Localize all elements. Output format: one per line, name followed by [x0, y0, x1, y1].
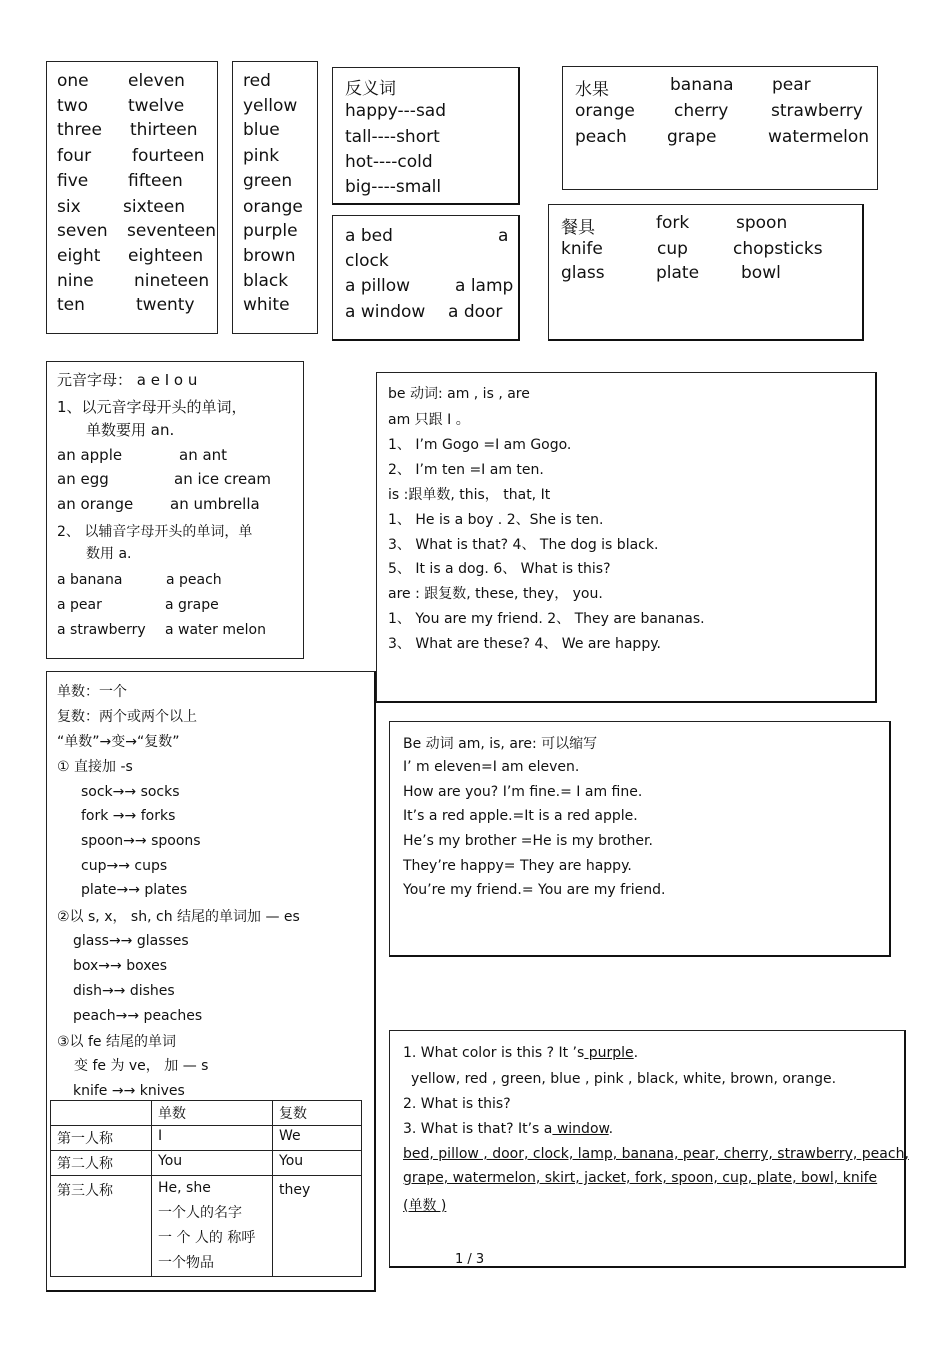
- question-1: [403, 1045, 638, 1061]
- vowels-rule-2: 2、 以辅音字母开头的单词，单: [57, 524, 253, 540]
- table-cell: 第一人称: [51, 1126, 152, 1151]
- be-verb-line: 3、 What are these? 4、 We are happy.: [388, 636, 661, 652]
- tableware-item: fork: [656, 213, 690, 233]
- be-verb-line: 2、 I’m ten =I am ten.: [388, 462, 544, 478]
- tableware-item: plate: [656, 263, 700, 283]
- color-word: pink: [243, 146, 280, 166]
- table-cell: [152, 1176, 273, 1277]
- object-pillow: a pillow: [345, 276, 411, 296]
- antonym-pair: happy---sad: [345, 101, 447, 121]
- object-article: a: [498, 226, 509, 246]
- fruit: pear: [772, 75, 811, 95]
- be-verb-line: 1、 You are my friend. 2、 They are bananas.: [388, 611, 705, 627]
- be-verb-line: are : 跟复数, these, they， you.: [388, 586, 603, 602]
- number-word: nine: [57, 271, 94, 291]
- color-word: brown: [243, 246, 296, 266]
- consonant-example: a grape: [165, 597, 219, 613]
- color-word: green: [243, 171, 293, 191]
- contraction-line: You’re my friend.= You are my friend.: [403, 882, 666, 898]
- word-list: grape, watermelon, skirt, jacket, fork, spoon, cup, plate, bowl, knife: [403, 1170, 878, 1186]
- plural-line: 复数：两个或两个以上: [57, 709, 197, 725]
- plural-line: 单数：一个: [57, 684, 127, 700]
- contraction-line: How are you? I’m fine.= I am fine.: [403, 784, 643, 800]
- question-3-text: 3. What is that? It’s a: [403, 1121, 553, 1137]
- contraction-line: Be 动词 am, is, are: 可以缩写: [403, 736, 598, 752]
- fruits-title: 水果: [575, 80, 609, 100]
- color-word: white: [243, 295, 290, 315]
- plural-example: box→→ boxes: [73, 958, 168, 974]
- contraction-line: It’s a red apple.=It is a red apple.: [403, 808, 638, 824]
- number-word: eight: [57, 246, 101, 266]
- question-1-answer: purple: [584, 1045, 634, 1061]
- vowels-rule-1: 1、以元音字母开头的单词，: [57, 398, 247, 416]
- antonym-pair: big----small: [345, 177, 442, 197]
- color-word: purple: [243, 221, 298, 241]
- word-list-note: (单数 ): [403, 1198, 447, 1214]
- consonant-example: a pear: [57, 597, 102, 613]
- plural-example: sock→→ socks: [81, 784, 180, 800]
- third-person-item: 一个人的名字: [158, 1205, 242, 1221]
- number-word: eleven: [128, 71, 185, 91]
- color-word: blue: [243, 120, 280, 140]
- fruit: peach: [575, 127, 627, 147]
- fruit: grape: [667, 127, 717, 147]
- vowel-example: an egg: [57, 470, 109, 488]
- antonym-pair: tall----short: [345, 127, 440, 147]
- object-lamp: a lamp: [455, 276, 514, 296]
- third-person-item: He, she: [158, 1180, 211, 1196]
- tableware-item: knife: [561, 239, 603, 259]
- contraction-line: I’ m eleven=I am eleven.: [403, 759, 580, 775]
- plural-example: fork →→ forks: [81, 808, 176, 824]
- table-cell: 单数: [152, 1101, 273, 1126]
- vowels-rule-1b: 单数要用 an.: [86, 421, 175, 439]
- table-cell: they: [273, 1176, 362, 1277]
- plural-example: spoon→→ spoons: [81, 833, 201, 849]
- plural-example: dish→→ dishes: [73, 983, 175, 999]
- number-word: eighteen: [128, 246, 204, 266]
- question-1-end: .: [633, 1045, 639, 1061]
- table-cell: We: [273, 1126, 362, 1151]
- number-word: seven: [57, 221, 108, 241]
- number-word: two: [57, 96, 88, 116]
- plural-rule-3b: 变 fe 为 ve， 加 — s: [74, 1058, 209, 1074]
- vowels-title: 元音字母： a e I o u: [57, 371, 198, 389]
- object-clock: clock: [345, 251, 389, 271]
- plural-example: glass→→ glasses: [73, 933, 189, 949]
- tableware-title: 餐具: [561, 218, 595, 238]
- word-list: bed, pillow , door, clock, lamp, banana, pear, cherry, strawberry, peach,: [403, 1146, 909, 1162]
- table-row: [51, 1126, 362, 1151]
- vowel-example: an ice cream: [174, 470, 271, 488]
- consonant-example: a strawberry: [57, 622, 146, 638]
- question-1-options: yellow, red , green, blue , pink , black, white, brown, orange.: [411, 1071, 837, 1087]
- vowels-rule-2b: 数用 a.: [86, 546, 132, 562]
- table-row: [51, 1176, 362, 1277]
- fruit: strawberry: [771, 101, 863, 121]
- antonyms-title: 反义词: [345, 79, 396, 99]
- plural-example: plate→→ plates: [81, 882, 188, 898]
- table-cell: 第二人称: [51, 1151, 152, 1176]
- plural-example: knife →→ knives: [73, 1083, 185, 1099]
- tableware-item: chopsticks: [733, 239, 823, 259]
- number-word: ten: [57, 295, 85, 315]
- contraction-line: He’s my brother =He is my brother.: [403, 833, 653, 849]
- number-word: twenty: [136, 295, 195, 315]
- fruit: cherry: [674, 101, 729, 121]
- vowel-example: an apple: [57, 446, 123, 464]
- plural-rule-3: ③以 fe 结尾的单词: [57, 1034, 176, 1050]
- number-word: twelve: [128, 96, 185, 116]
- tableware-item: bowl: [741, 263, 781, 283]
- third-person-item: 一 个 人的 称呼: [158, 1230, 256, 1246]
- fruit: watermelon: [768, 127, 870, 147]
- plural-line: “单数”→变→“复数”: [57, 734, 180, 750]
- object-window: a window: [345, 302, 426, 322]
- table-cell: [51, 1101, 152, 1126]
- be-verb-line: 1、 I’m Gogo =I am Gogo.: [388, 437, 572, 453]
- number-word: nineteen: [134, 271, 210, 291]
- question-1-text: 1. What color is this ? It ’s: [403, 1045, 585, 1061]
- number-word: six: [57, 197, 81, 217]
- object-door: a door: [448, 302, 503, 322]
- consonant-example: a peach: [166, 572, 222, 588]
- antonym-pair: hot----cold: [345, 152, 433, 172]
- be-verb-line: be 动词: am , is , are: [388, 386, 530, 402]
- number-word: fifteen: [128, 171, 183, 191]
- color-word: orange: [243, 197, 303, 217]
- number-word: five: [57, 171, 89, 191]
- number-word: seventeen: [127, 221, 216, 241]
- be-verb-line: 3、 What is that? 4、 The dog is black.: [388, 537, 659, 553]
- color-word: red: [243, 71, 271, 91]
- persons-table: [50, 1100, 362, 1277]
- fruit: banana: [670, 75, 734, 95]
- page-number: 1 / 3: [455, 1252, 485, 1267]
- number-word: fourteen: [132, 146, 205, 166]
- color-word: yellow: [243, 96, 298, 116]
- plural-example: cup→→ cups: [81, 858, 168, 874]
- question-3-answer: window: [552, 1121, 609, 1137]
- plural-rule-1: ① 直接加 -s: [57, 759, 133, 775]
- vowel-example: an ant: [179, 446, 228, 464]
- question-2: 2. What is this?: [403, 1096, 511, 1112]
- be-verb-line: 5、 It is a dog. 6、 What is this?: [388, 561, 611, 577]
- table-cell: 复数: [273, 1101, 362, 1126]
- table-cell: I: [152, 1126, 273, 1151]
- number-word: sixteen: [123, 197, 185, 217]
- table-cell: You: [273, 1151, 362, 1176]
- table-row: [51, 1151, 362, 1176]
- question-3-end: .: [608, 1121, 614, 1137]
- third-person-item: 一个物品: [158, 1255, 214, 1271]
- number-word: four: [57, 146, 92, 166]
- plural-example: peach→→ peaches: [73, 1008, 203, 1024]
- tableware-item: spoon: [736, 213, 788, 233]
- vowel-example: an umbrella: [170, 495, 260, 513]
- fruit: orange: [575, 101, 635, 121]
- table-cell: 第三人称: [51, 1176, 152, 1277]
- be-verb-line: is :跟单数, this， that, It: [388, 487, 551, 503]
- table-row: [51, 1101, 362, 1126]
- contraction-line: They’re happy= They are happy.: [403, 858, 632, 874]
- color-word: black: [243, 271, 289, 291]
- number-word: three: [57, 120, 102, 140]
- be-verb-line: 1、 He is a boy . 2、She is ten.: [388, 512, 604, 528]
- object-bed: a bed: [345, 226, 393, 246]
- consonant-example: a banana: [57, 572, 123, 588]
- be-verb-line: am 只跟 I 。: [388, 412, 470, 428]
- number-word: thirteen: [130, 120, 198, 140]
- plural-rule-2: ②以 s, x， sh, ch 结尾的单词加 — es: [57, 909, 300, 925]
- table-cell: You: [152, 1151, 273, 1176]
- tableware-item: glass: [561, 263, 605, 283]
- tableware-item: cup: [657, 239, 688, 259]
- number-word: one: [57, 71, 89, 91]
- question-3: [403, 1121, 613, 1137]
- vowel-example: an orange: [57, 495, 134, 513]
- consonant-example: a water melon: [165, 622, 266, 638]
